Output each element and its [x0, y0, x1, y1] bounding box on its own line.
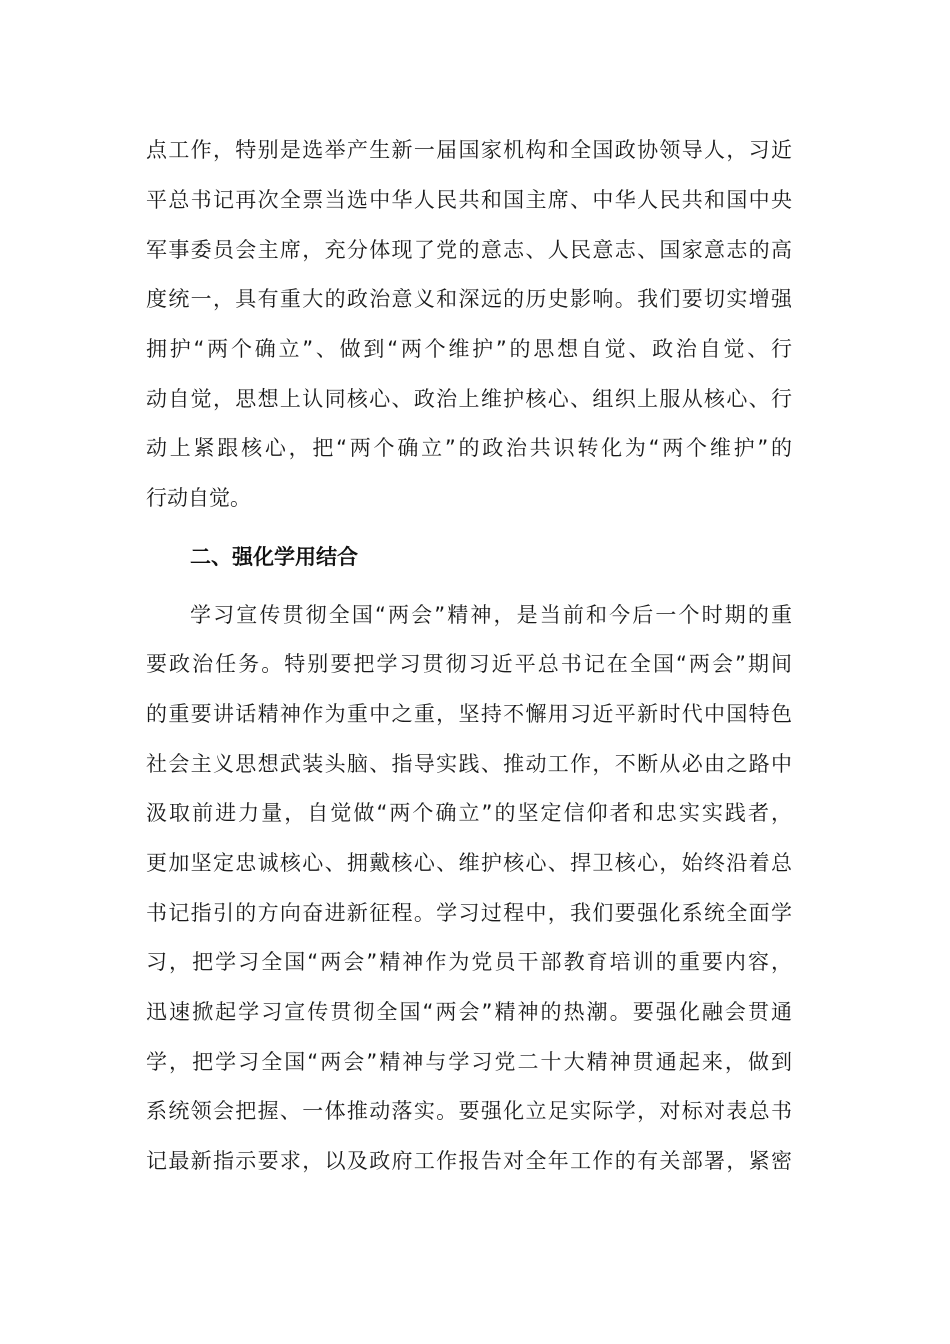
paragraph-1-line: 拥护“两个确立”、做到“两个维护”的思想自觉、政治自觉、行	[146, 337, 792, 361]
paragraph-1-line: 行动自觉。	[146, 486, 251, 510]
paragraph-2-line: 书记指引的方向奋进新征程。学习过程中，我们要强化系统全面学	[146, 901, 792, 925]
paragraph-2-line: 要政治任务。特别要把学习贯彻习近平总书记在全国“两会”期间	[146, 652, 792, 676]
paragraph-2-line: 记最新指示要求，以及政府工作报告对全年工作的有关部署，紧密	[146, 1149, 792, 1173]
paragraph-2-line: 学，把学习全国“两会”精神与学习党二十大精神贯通起来，做到	[146, 1050, 792, 1074]
paragraph-1-line: 度统一，具有重大的政治意义和深远的历史影响。我们要切实增强	[146, 287, 792, 311]
paragraph-2-line: 社会主义思想武装头脑、指导实践、推动工作，不断从必由之路中	[146, 752, 792, 776]
paragraph-2-line: 迅速掀起学习宣传贯彻全国“两会”精神的热潮。要强化融会贯通	[146, 1000, 792, 1024]
paragraph-2-line: 汲取前进力量，自觉做“两个确立”的坚定信仰者和忠实实践者，	[146, 801, 792, 825]
paragraph-2-line: 习，把学习全国“两会”精神作为党员干部教育培训的重要内容，	[146, 950, 792, 974]
paragraph-2-line: 学习宣传贯彻全国“两会”精神，是当前和今后一个时期的重	[190, 603, 792, 627]
section-heading: 二、强化学用结合	[190, 545, 358, 569]
paragraph-2-line: 更加坚定忠诚核心、拥戴核心、维护核心、捍卫核心，始终沿着总	[146, 851, 792, 875]
paragraph-1-line: 动自觉，思想上认同核心、政治上维护核心、组织上服从核心、行	[146, 387, 792, 411]
paragraph-1-line: 动上紧跟核心，把“两个确立”的政治共识转化为“两个维护”的	[146, 436, 792, 460]
paragraph-1-line: 军事委员会主席，充分体现了党的意志、人民意志、国家意志的高	[146, 238, 792, 262]
paragraph-1-line: 点工作，特别是选举产生新一届国家机构和全国政协领导人，习近	[146, 138, 792, 162]
paragraph-1-line: 平总书记再次全票当选中华人民共和国主席、中华人民共和国中央	[146, 188, 792, 212]
paragraph-2-line: 的重要讲话精神作为重中之重，坚持不懈用习近平新时代中国特色	[146, 702, 792, 726]
paragraph-2-line: 系统领会把握、一体推动落实。要强化立足实际学，对标对表总书	[146, 1099, 792, 1123]
